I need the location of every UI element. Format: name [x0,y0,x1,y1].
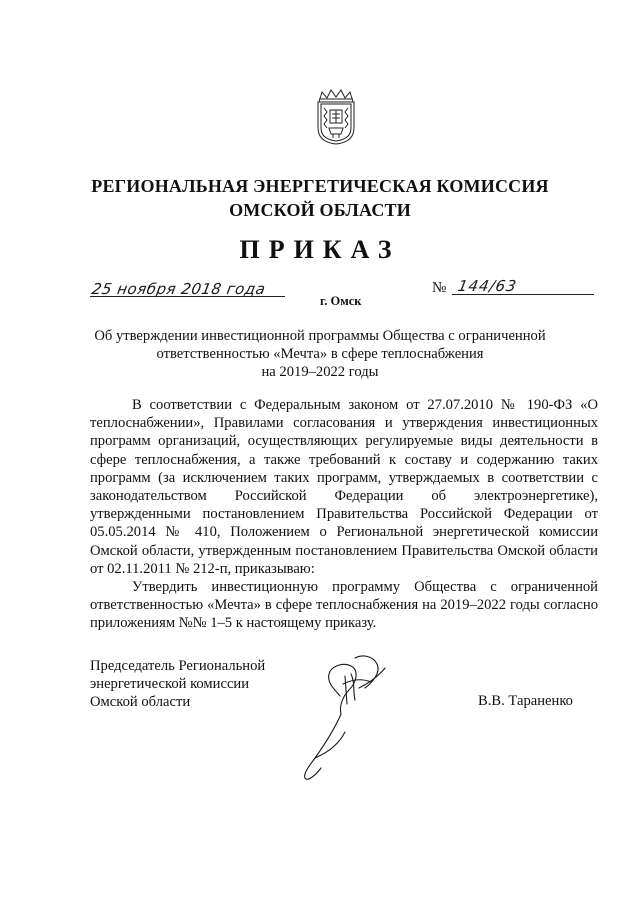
body-paragraph: Утвердить инвестиционную программу Общества с ограниченной ответственностью «Мечта» в сфере теплоснабжения на 2019–2022 годы согласно приложениям №№ 1–5 к настоящему приказу. [90,579,598,632]
document-subject [0,327,640,381]
subject-line: Об утверждении инвестиционной программы Общества с ограниченной [94,328,546,344]
handwritten-signature [285,648,405,783]
organization-name-line1: РЕГИОНАЛЬНАЯ ЭНЕРГЕТИЧЕСКАЯ КОМИССИЯ [91,176,549,196]
document-type-title: ПРИКАЗ [239,235,401,264]
body-paragraph: В соответствии с Федеральным законом от 27.07.2010 № 190-ФЗ «О теплоснабжении», Правилами согласования и утверждения инвестиционных программ организаций, осуществляющих регулируемые виды деятельности в сфере теплоснабжения, а также требований к составу и содержанию таких программ (за исключением таких программ, утверждаемых в соответствии с законодательством Российской Федерации об электроэнергетике), утвержденными постановлением Правительства Российской Федерации от 05.05.2014 № 410, Положением о Региональной энергетической комиссии Омской области, утвержденным постановлением Правительства Омской области от 02.11.2011 № 212-п, приказываю: [90,397,598,577]
document-body [90,396,598,633]
coat-of-arms-omsk-region-icon [313,88,359,146]
subject-line: ответственностью «Мечта» в сфере теплоснабжения [156,346,484,362]
organization-name-line2: ОМСКОЙ ОБЛАСТИ [229,200,411,220]
number-underline [452,294,594,295]
signatory-name: В.В. Тараненко [478,693,573,709]
signatory-title-line: энергетической комиссии [90,676,250,693]
signatory-title [90,657,265,712]
signatory-title-line: Омской области [90,694,191,711]
subject-line: на 2019–2022 годы [261,364,379,380]
document-date-handwritten: 25 ноября 2018 года [90,280,268,298]
number-sign: № [432,280,447,296]
document-number-handwritten: 144/63 [456,277,519,295]
date-underline [90,296,285,297]
document-city: г. Омск [320,294,362,308]
signatory-title-line: Председатель Региональной [90,658,266,674]
